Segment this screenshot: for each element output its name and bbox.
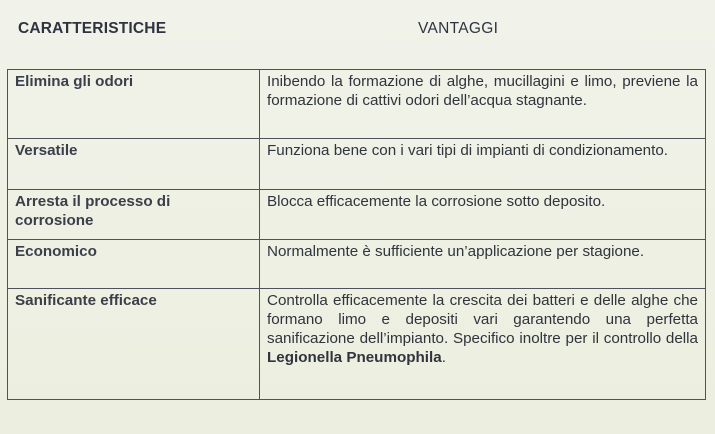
table-row [8, 289, 706, 400]
table-row [8, 240, 706, 289]
benefit-cell [260, 289, 706, 400]
benefit-cell: Funziona bene con i vari tipi di impianti di condizionamento. [260, 139, 706, 190]
heading-caratteristiche: CARATTERISTICHE [18, 20, 167, 37]
table-row [8, 190, 706, 240]
benefit-text-end: . [441, 349, 446, 366]
feature-cell: Sanificante efficace [8, 289, 260, 400]
benefit-cell: Normalmente è sufficiente un’applicazione per stagione. [260, 240, 706, 289]
table-row [8, 70, 706, 139]
benefit-cell: Blocca efficacemente la corrosione sotto deposito. [260, 190, 706, 240]
feature-label: Versatile [15, 142, 78, 159]
feature-cell: Elimina gli odori [8, 70, 260, 139]
benefit-cell: Inibendo la formazione di alghe, mucillagini e limo, previene la formazione di cattivi odori dell’acqua stagnante. [260, 70, 706, 139]
features-table [7, 69, 706, 400]
table-row [8, 139, 706, 190]
benefit-text: Controlla efficacemente la crescita dei batteri e delle alghe che formano limo e depositi vari garantendo una perfetta sanificazione dell’impianto. Specifico inoltre per il controllo della [267, 292, 698, 347]
column-headings [0, 0, 715, 60]
feature-cell: Economico [8, 240, 260, 289]
legionella-term: Legionella Pneumophila [267, 349, 442, 366]
feature-cell: Arresta il processo di corrosione [8, 190, 260, 240]
feature-cell [8, 139, 260, 190]
heading-vantaggi: VANTAGGI [418, 20, 499, 37]
